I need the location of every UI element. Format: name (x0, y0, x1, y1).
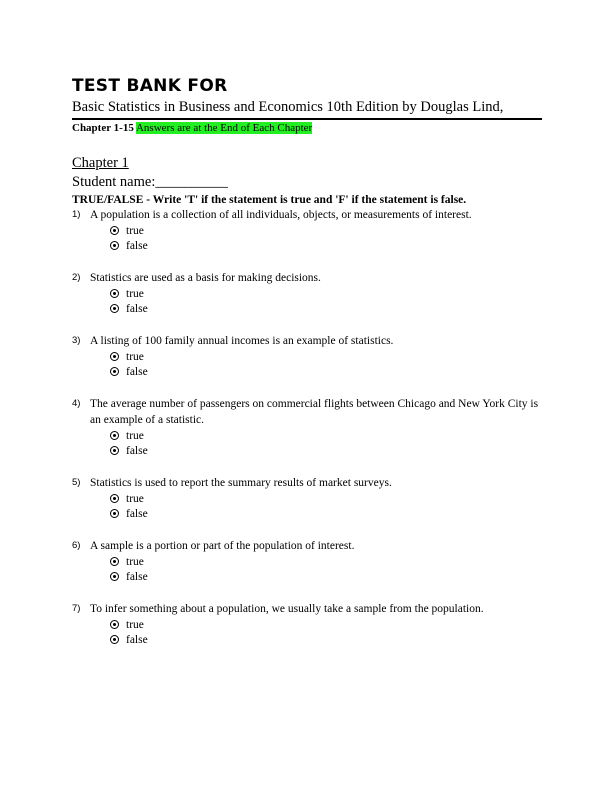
student-name-field: Student name:__________ (72, 174, 228, 190)
option-label: true (126, 430, 144, 442)
option-label: true (126, 493, 144, 505)
answers-note-highlight: Answers are at the End of Each Chapter (135, 122, 313, 134)
option-false[interactable] (110, 302, 148, 316)
radio-icon[interactable] (110, 494, 119, 503)
option-true[interactable] (110, 429, 144, 443)
radio-icon[interactable] (110, 446, 119, 455)
question-number: 1) (72, 209, 81, 220)
book-title: Basic Statistics in Business and Economics 10th Edition by Douglas Lind, (72, 99, 504, 115)
option-label: false (126, 508, 148, 520)
question-text: Statistics is used to report the summary results of market surveys. (90, 477, 392, 489)
question-number: 3) (72, 335, 81, 346)
option-false[interactable] (110, 239, 148, 253)
chapter-range: Chapter 1-15 (72, 122, 134, 134)
option-label: true (126, 351, 144, 363)
question-text: Statistics are used as a basis for making decisions. (90, 272, 321, 284)
chapter-range-line (72, 121, 312, 135)
option-label: true (126, 288, 144, 300)
question-number: 5) (72, 477, 81, 488)
question-text: The average number of passengers on commercial flights between Chicago and New York City is an example of a statistic. (90, 398, 539, 426)
option-label: false (126, 445, 148, 457)
question-number: 6) (72, 540, 81, 551)
radio-icon[interactable] (110, 572, 119, 581)
question-text: A sample is a portion or part of the population of interest. (90, 540, 355, 552)
option-true[interactable] (110, 350, 144, 364)
test-bank-title: TEST BANK FOR (72, 76, 228, 96)
radio-icon[interactable] (110, 226, 119, 235)
option-false[interactable] (110, 365, 148, 379)
option-false[interactable] (110, 633, 148, 647)
option-false[interactable] (110, 444, 148, 458)
header-rule (72, 118, 542, 120)
option-true[interactable] (110, 555, 144, 569)
question-number: 2) (72, 272, 81, 283)
option-label: true (126, 619, 144, 631)
radio-icon[interactable] (110, 557, 119, 566)
radio-icon[interactable] (110, 635, 119, 644)
option-true[interactable] (110, 224, 144, 238)
option-false[interactable] (110, 570, 148, 584)
option-label: false (126, 634, 148, 646)
instructions: TRUE/FALSE - Write 'T' if the statement is true and 'F' if the statement is false. (72, 194, 467, 206)
option-true[interactable] (110, 492, 144, 506)
question-text: A population is a collection of all individuals, objects, or measurements of interest. (90, 209, 472, 221)
option-label: false (126, 366, 148, 378)
radio-icon[interactable] (110, 241, 119, 250)
option-label: true (126, 225, 144, 237)
radio-icon[interactable] (110, 431, 119, 440)
question-text: To infer something about a population, we usually take a sample from the population. (90, 603, 484, 615)
radio-icon[interactable] (110, 289, 119, 298)
question-text: A listing of 100 family annual incomes is an example of statistics. (90, 335, 394, 347)
option-true[interactable] (110, 287, 144, 301)
option-label: false (126, 303, 148, 315)
chapter-heading: Chapter 1 (72, 155, 129, 171)
radio-icon[interactable] (110, 509, 119, 518)
radio-icon[interactable] (110, 367, 119, 376)
radio-icon[interactable] (110, 352, 119, 361)
option-label: false (126, 571, 148, 583)
option-label: true (126, 556, 144, 568)
question-number: 4) (72, 398, 81, 409)
radio-icon[interactable] (110, 620, 119, 629)
radio-icon[interactable] (110, 304, 119, 313)
question-number: 7) (72, 603, 81, 614)
option-true[interactable] (110, 618, 144, 632)
option-false[interactable] (110, 507, 148, 521)
option-label: false (126, 240, 148, 252)
